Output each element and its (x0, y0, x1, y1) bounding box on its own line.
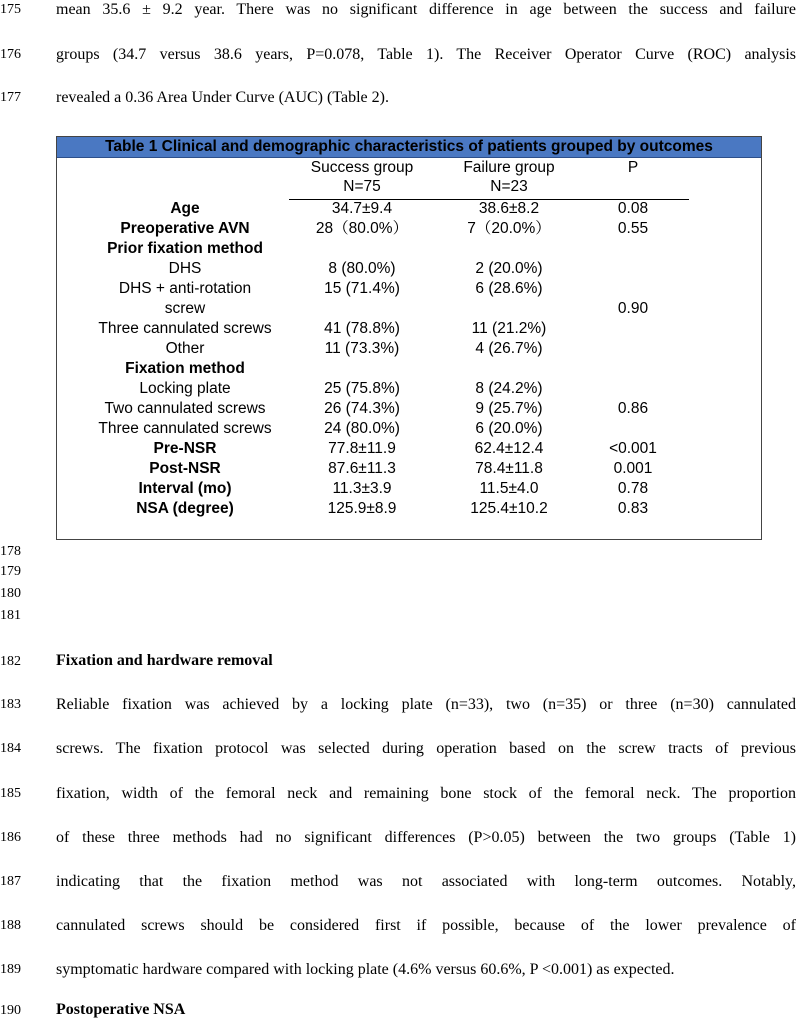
body-text-line: Reliable fixation was achieved by a locking plate (n=33), two (n=35) or three (n=30) cannulated (56, 696, 796, 713)
table-1 (56, 136, 762, 540)
cell-success: 11 (73.3%) (324, 340, 400, 357)
cell-success: 11.3±3.9 (332, 480, 392, 497)
cell-failure: 11.5±4.0 (479, 480, 539, 497)
header-success-group: Success group (310, 159, 414, 176)
cell-failure: 4 (26.7%) (475, 340, 543, 357)
cell-p-value: 0.55 (617, 220, 649, 237)
body-text-line: fixation, width of the femoral neck and remaining bone stock of the femoral neck. The proportion (56, 785, 796, 802)
cell-success: 25 (75.8%) (324, 380, 400, 397)
cell-p-value: <0.001 (609, 440, 657, 457)
cell-p-value: 0.90 (617, 300, 649, 317)
body-text-line: mean 35.6 ± 9.2 year. There was no significant difference in age between the success and failure (56, 1, 796, 18)
cell-success: 41 (78.8%) (324, 320, 400, 337)
cell-failure: 6 (28.6%) (475, 280, 543, 297)
cell-failure: 6 (20.0%) (475, 420, 543, 437)
body-text-line: indicating that the fixation method was not associated with long-term outcomes. Notably, (56, 873, 796, 890)
body-text-line: groups (34.7 versus 38.6 years, P=0.078, Table 1). The Receiver Operator Curve (ROC) analysis (56, 46, 796, 63)
line-number: 186 (0, 830, 21, 845)
line-number: 184 (0, 741, 21, 756)
line-number: 185 (0, 786, 21, 801)
cell-p-value: 0.86 (617, 400, 649, 417)
table-row-label: Three cannulated screws (98, 420, 272, 437)
cell-failure: 38.6±8.2 (478, 200, 540, 217)
line-number: 180 (0, 586, 21, 601)
cell-failure: 8 (24.2%) (475, 380, 543, 397)
cell-success: 8 (80.0%) (328, 260, 396, 277)
header-p: P (627, 159, 639, 176)
cell-p-value: 0.08 (617, 200, 649, 217)
table-row-label: Pre-NSR (153, 440, 217, 457)
line-number: 187 (0, 874, 21, 889)
body-text-line: screws. The fixation protocol was selected during operation based on the screw tracts of previous (56, 740, 796, 757)
line-number: 177 (0, 90, 21, 105)
table-row-label: Age (170, 200, 200, 217)
body-text-line: symptomatic hardware compared with locking plate (4.6% versus 60.6%, P <0.001) as expected. (56, 961, 675, 978)
cell-success: 15 (71.4%) (324, 280, 400, 297)
cell-success: 24 (80.0%) (324, 420, 400, 437)
header-failure-n: N=23 (490, 178, 528, 195)
header-success-n: N=75 (343, 178, 381, 195)
line-number: 190 (0, 1003, 21, 1018)
cell-failure: 9 (25.7%) (475, 400, 543, 417)
table-title: Table 1 Clinical and demographic characteristics of patients grouped by outcomes (57, 137, 761, 158)
line-number: 183 (0, 697, 21, 712)
cell-p-value: 0.83 (617, 500, 649, 517)
header-failure-group: Failure group (463, 159, 555, 176)
line-number: 176 (0, 47, 21, 62)
body-text-line: cannulated screws should be considered first if possible, because of the lower prevalence of (56, 917, 796, 934)
cell-success: 87.6±11.3 (328, 460, 396, 477)
cell-failure: 62.4±12.4 (474, 440, 544, 457)
table-row-label: Other (165, 340, 205, 357)
body-text-line: of these three methods had no significant differences (P>0.05) between the two groups (Table 1) (56, 829, 796, 846)
body-text-line: revealed a 0.36 Area Under Curve (AUC) (Table 2). (56, 89, 389, 106)
table-row-label: DHS (168, 260, 202, 277)
table-row-label: NSA (degree) (136, 500, 234, 517)
table-row-label: Three cannulated screws (98, 320, 272, 337)
cell-p-value: 0.001 (613, 460, 653, 477)
table-row-label: Post-NSR (149, 460, 221, 477)
section-heading: Postoperative NSA (56, 1001, 186, 1018)
cell-failure: 125.4±10.2 (470, 500, 548, 517)
cell-p-value: 0.78 (617, 480, 649, 497)
table-row-label: Locking plate (139, 380, 231, 397)
cell-failure: 78.4±11.8 (475, 460, 543, 477)
cell-success: 77.8±11.9 (328, 440, 396, 457)
line-number: 188 (0, 918, 21, 933)
table-row-label: Fixation method (125, 360, 245, 377)
cell-failure: 7（20.0%） (467, 220, 551, 237)
cell-failure: 11 (21.2%) (471, 320, 547, 337)
cell-success: 28（80.0%） (315, 220, 409, 237)
line-number: 189 (0, 962, 21, 977)
table-row-label: Two cannulated screws (104, 400, 266, 417)
line-number: 181 (0, 608, 21, 623)
cell-success: 125.9±8.9 (327, 500, 397, 517)
cell-success: 34.7±9.4 (331, 200, 393, 217)
line-number: 178 (0, 544, 21, 559)
table-row-label: Interval (mo) (138, 480, 232, 497)
table-row-label: Preoperative AVN (120, 220, 250, 237)
table-row-label: screw (164, 300, 206, 317)
cell-success: 26 (74.3%) (324, 400, 400, 417)
section-heading: Fixation and hardware removal (56, 652, 273, 669)
line-number: 182 (0, 654, 21, 669)
line-number: 179 (0, 564, 21, 579)
cell-failure: 2 (20.0%) (475, 260, 543, 277)
table-row-label: Prior fixation method (107, 240, 263, 257)
table-row-label: DHS + anti-rotation (118, 280, 252, 297)
line-number: 175 (0, 2, 21, 17)
